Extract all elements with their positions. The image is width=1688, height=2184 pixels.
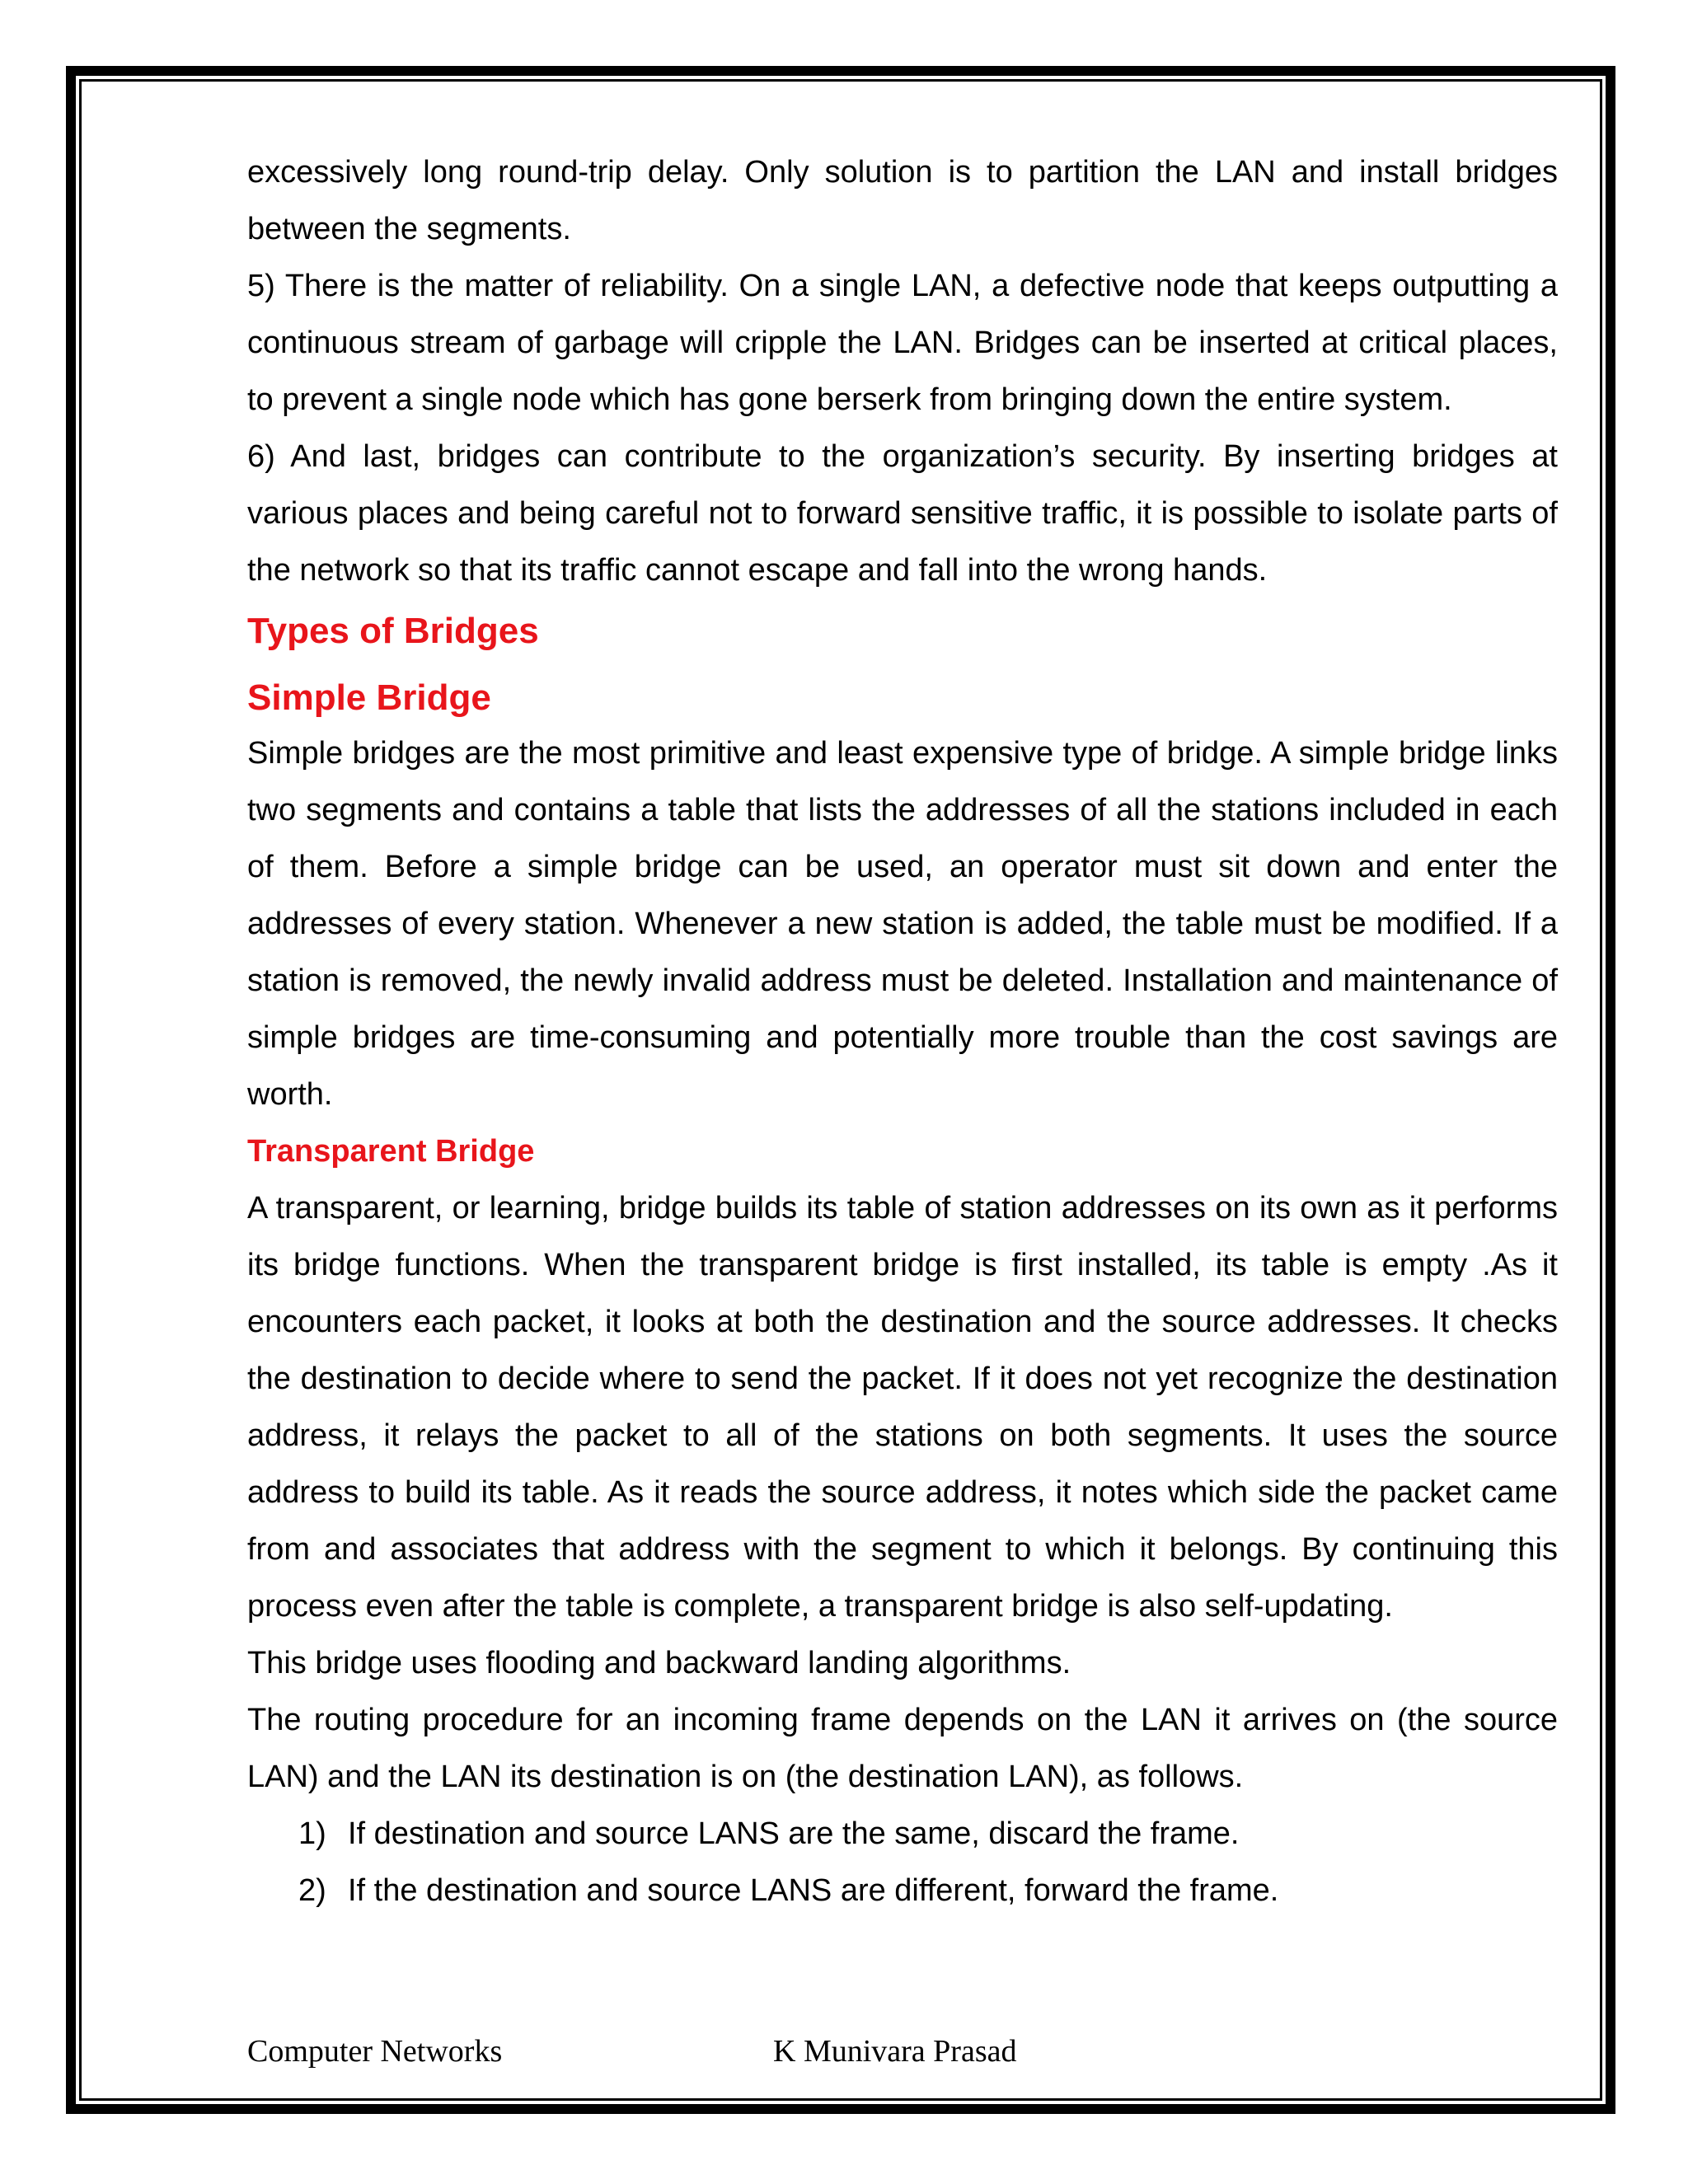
list-item — [247, 1863, 1558, 1919]
page-content — [247, 144, 1558, 1919]
paragraph-security: 6) And last, bridges can contribute to the organization’s security. By inserting bridges at various places and being careful not to forward sensitive traffic, it is possible to isolate parts of the network so that its traffic cannot escape and fall into the wrong hands. — [247, 439, 1558, 588]
list-item — [247, 1806, 1558, 1863]
list-item-number: 2) — [298, 1873, 326, 1908]
paragraph-flooding: This bridge uses flooding and backward landing algorithms. — [247, 1646, 1071, 1680]
paragraph-reliability: 5) There is the matter of reliability. On a single LAN, a defective node that keeps outputting a continuous stream of garbage will cripple the LAN. Bridges can be inserted at critical places, to prevent a single node which has gone berserk from bringing down the entire system. — [247, 269, 1558, 417]
list-item-number: 1) — [298, 1816, 326, 1851]
paragraph-transparent-bridge: A transparent, or learning, bridge builds its table of station addresses on its own as it performs its bridge functions. When the transparent bridge is first installed, its table is empty .As it encounters each packet, it looks at both the destination and the source addresses. It checks the destination to decide where to send the packet. If it does not yet recognize the destination address, it relays the packet to all of the stations on both segments. It uses the source address to build its table. As it reads the source address, it notes which side the packet came from and associates that address with the segment to which it belongs. By continuing this process even after the table is complete, a transparent bridge is also self-updating. — [247, 1191, 1558, 1624]
list-item-text: If the destination and source LANS are different, forward the frame. — [348, 1873, 1279, 1908]
paragraph-round-trip: excessively long round-trip delay. Only solution is to partition the LAN and install bridges between the segments. — [247, 155, 1558, 246]
heading-simple-bridge: Simple Bridge — [247, 677, 491, 718]
heading-transparent-bridge: Transparent Bridge — [247, 1134, 535, 1169]
footer-course-title: Computer Networks — [247, 2034, 503, 2069]
paragraph-simple-bridge: Simple bridges are the most primitive and least expensive type of bridge. A simple bridge links two segments and contains a table that lists the addresses of all the stations included in each of them. Before a simple bridge can be used, an operator must sit down and enter the addresses of every station. Whenever a new station is added, the table must be modified. If a station is removed, the newly invalid address must be deleted. Installation and maintenance of simple bridges are time-consuming and potentially more trouble than the cost savings are worth. — [247, 736, 1558, 1112]
list-item-text: If destination and source LANS are the same, discard the frame. — [348, 1816, 1240, 1851]
paragraph-routing-procedure: The routing procedure for an incoming frame depends on the LAN it arrives on (the source LAN) and the LAN its destination is on (the destination LAN), as follows. — [247, 1703, 1558, 1794]
routing-rules-list — [247, 1806, 1558, 1919]
footer-author: K Munivara Prasad — [773, 2034, 1017, 2069]
heading-types-of-bridges: Types of Bridges — [247, 611, 539, 651]
